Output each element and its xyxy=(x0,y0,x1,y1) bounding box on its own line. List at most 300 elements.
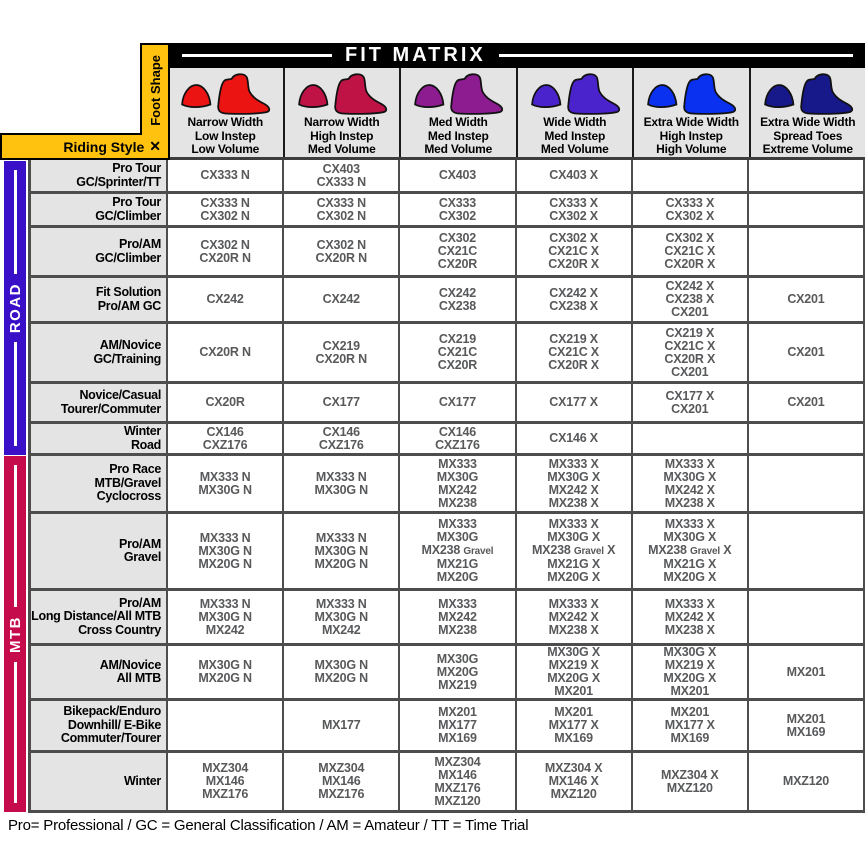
model-code: CX20R xyxy=(437,358,478,372)
model-code: CXZ176 xyxy=(435,437,480,452)
model-code: MXZ120 xyxy=(666,780,713,795)
model-code: CX238 xyxy=(438,298,477,313)
model-code: MX201 xyxy=(438,705,477,719)
model-code: CX20R X xyxy=(664,257,716,271)
model-code: MX20G N xyxy=(314,671,368,685)
model-code: CX333 xyxy=(438,195,477,210)
table-row xyxy=(28,753,865,813)
model-code: MX20G xyxy=(436,664,479,679)
foot-shape-column-wide-med xyxy=(516,68,633,157)
fit-cell xyxy=(517,228,633,275)
model-code: MX242 xyxy=(438,609,477,624)
model-code: CX20R N xyxy=(315,250,367,265)
fit-cell xyxy=(168,701,284,750)
model-code: CX21C xyxy=(437,345,478,359)
model-code: MX333 X xyxy=(664,517,715,531)
model-code: MX201 xyxy=(670,684,710,698)
model-code: CX302 N xyxy=(200,237,250,252)
model-code: MXZ176 xyxy=(318,787,365,801)
model-code: CX201 xyxy=(787,292,825,306)
foot-shape-column-xwide-high xyxy=(632,68,749,157)
fit-cell xyxy=(749,591,865,643)
model-code: CX21C X xyxy=(548,244,599,258)
fit-cell xyxy=(284,753,400,810)
riding-style-label: AM/Novice GC/Training xyxy=(28,324,168,381)
riding-style-label: Pro Race MTB/Gravel Cyclocross xyxy=(28,456,168,511)
fit-cell xyxy=(284,160,400,191)
model-code: MX30G N xyxy=(314,609,368,624)
model-code: CX302 N xyxy=(316,237,366,252)
fit-cell xyxy=(749,384,865,421)
fit-cell xyxy=(400,324,516,381)
model-code: CX21C X xyxy=(664,244,716,258)
fit-cell xyxy=(400,160,516,191)
title-bar xyxy=(170,43,865,68)
model-code: MX333 xyxy=(438,517,477,531)
mtb-section-label: MTB xyxy=(6,615,24,653)
model-code: MX146 xyxy=(438,767,477,782)
model-code: MX30G X xyxy=(663,469,717,484)
fit-cell xyxy=(168,591,284,643)
fit-cell xyxy=(749,160,865,191)
fit-cell xyxy=(633,324,749,381)
fit-cell xyxy=(284,384,400,421)
shoe-icon xyxy=(292,70,392,116)
model-code: MXZ120 xyxy=(434,793,481,808)
fit-cell xyxy=(400,753,516,810)
model-code: CX242 xyxy=(322,292,360,306)
road-bar-line-top xyxy=(14,170,17,274)
riding-style-label: Fit Solution Pro/AM GC xyxy=(28,278,168,321)
road-bar-line-bottom xyxy=(14,342,17,446)
model-code: CX302 X xyxy=(665,231,715,245)
model-code: CX333 X xyxy=(665,195,715,210)
model-code: MX30G N xyxy=(198,482,252,497)
model-code: MX20G N xyxy=(198,556,252,571)
model-code: CX177 xyxy=(322,395,360,409)
model-code: MX146 X xyxy=(548,774,599,788)
model-code: MX238 X xyxy=(664,622,715,637)
shoe-icon xyxy=(525,70,625,116)
fit-cell xyxy=(749,701,865,750)
foot-shape-column-med-med xyxy=(399,68,516,157)
fit-cell xyxy=(400,456,516,511)
model-code: CX20R N xyxy=(199,345,251,359)
fit-cell xyxy=(749,514,865,588)
model-code: CX20R xyxy=(205,395,245,409)
fit-cell xyxy=(284,514,400,588)
page-title: FIT MATRIX xyxy=(345,44,486,66)
model-code: MX333 X xyxy=(548,456,599,471)
fit-cell xyxy=(284,701,400,750)
fit-cell xyxy=(749,424,865,453)
table-row xyxy=(28,591,865,646)
model-code: MX201 xyxy=(670,705,710,719)
riding-style-axis-label: Riding Style xyxy=(63,138,145,155)
model-code: MX20G X xyxy=(547,671,600,685)
foot-shape-axis-label: Foot Shape xyxy=(147,54,163,126)
model-code: CX146 xyxy=(322,424,360,439)
model-code: MXZ120 xyxy=(782,774,829,788)
model-code: MX333 N xyxy=(315,530,367,545)
model-code: MX177 X xyxy=(548,718,599,732)
table-row xyxy=(28,646,865,701)
model-code: CX333 N xyxy=(316,174,366,189)
model-code: MX30G X xyxy=(663,530,717,544)
fit-cell xyxy=(168,278,284,321)
model-code: MX238 xyxy=(438,622,477,637)
fit-cell xyxy=(284,278,400,321)
model-code: CX201 xyxy=(787,345,825,359)
model-code: MX242 X xyxy=(548,482,599,497)
table-row xyxy=(28,701,865,753)
model-code: CX219 X xyxy=(665,325,715,340)
table-row xyxy=(28,324,865,384)
shoe-icon xyxy=(408,70,508,116)
foot-shape-label: Low Instep xyxy=(194,128,256,143)
title-rule-right xyxy=(499,54,853,57)
fit-cell xyxy=(633,194,749,225)
riding-style-label: Pro/AM Gravel xyxy=(28,514,168,588)
fit-cell xyxy=(633,424,749,453)
foot-shape-column-xwide-spread xyxy=(749,68,865,157)
fit-cell xyxy=(633,278,749,321)
fit-cell xyxy=(517,456,633,511)
model-code: MX21G X xyxy=(547,557,600,571)
model-code: CX201 xyxy=(671,305,709,319)
fit-cell xyxy=(749,753,865,810)
model-code: CX333 X xyxy=(549,195,598,210)
model-code: MX169 xyxy=(554,731,593,745)
mtb-bar-line-bottom xyxy=(14,662,17,804)
model-code: MX20G X xyxy=(663,671,717,685)
model-code: CX146 xyxy=(206,424,244,439)
riding-style-label: Bikepack/Enduro Downhill/ E-Bike Commuter/Tourer xyxy=(28,701,168,750)
model-code: CX302 N xyxy=(316,208,366,223)
fit-cell xyxy=(284,324,400,381)
fit-cell xyxy=(517,194,633,225)
model-code: CX333 N xyxy=(316,195,366,210)
fit-cell xyxy=(749,646,865,698)
shoe-icon xyxy=(758,70,858,116)
foot-shape-label: High Instep xyxy=(310,128,374,143)
fit-cell xyxy=(284,646,400,698)
fit-cell xyxy=(517,278,633,321)
fit-cell xyxy=(168,424,284,453)
model-code: MX238 Gravel X xyxy=(648,543,732,557)
model-code: MXZ176 xyxy=(202,787,249,801)
model-code: MX238 xyxy=(438,495,477,510)
model-code: CX21C xyxy=(437,244,478,258)
model-code: CX238 X xyxy=(549,298,598,313)
fit-cell xyxy=(517,591,633,643)
fit-cell xyxy=(749,228,865,275)
model-code: MX20G N xyxy=(314,556,368,571)
table-row xyxy=(28,456,865,514)
model-code: MXZ304 xyxy=(318,761,365,775)
table-row xyxy=(28,194,865,228)
fit-cell xyxy=(168,456,284,511)
riding-style-label: Pro Tour GC/Climber xyxy=(28,194,168,225)
model-code: MXZ120 xyxy=(550,787,597,801)
model-code: CX21C X xyxy=(664,338,716,353)
fit-cell xyxy=(400,591,516,643)
model-code: CX201 xyxy=(671,401,709,416)
riding-style-label: Pro Tour GC/Sprinter/TT xyxy=(28,160,168,191)
model-code: MX30G xyxy=(436,651,479,666)
model-code: CX219 xyxy=(438,332,477,346)
model-code: MX169 xyxy=(670,731,710,745)
model-code: MX201 xyxy=(554,684,593,698)
model-code: MX242 X xyxy=(664,609,715,624)
foot-shape-label: Med Instep xyxy=(544,128,606,143)
model-code: MX177 X xyxy=(664,718,715,732)
fit-cell xyxy=(400,646,516,698)
model-code: MX30G X xyxy=(663,646,717,659)
fit-cell xyxy=(517,701,633,750)
model-code: MX20G N xyxy=(198,671,252,685)
model-code: CX201 xyxy=(671,364,709,379)
fit-cell xyxy=(749,194,865,225)
model-code: CX242 xyxy=(206,292,244,306)
fit-cell xyxy=(168,384,284,421)
model-code: MX30G N xyxy=(198,609,252,624)
model-code: MX20G xyxy=(436,570,479,584)
model-code: MX21G X xyxy=(663,557,717,571)
model-code: MX30G X xyxy=(547,646,600,659)
table-row xyxy=(28,384,865,424)
fit-cell xyxy=(284,228,400,275)
riding-style-label: Pro/AM GC/Climber xyxy=(28,228,168,275)
model-code: MX238 Gravel xyxy=(421,543,494,557)
fit-cell xyxy=(633,384,749,421)
fit-cell xyxy=(168,194,284,225)
model-code: MX201 xyxy=(786,664,826,679)
model-code: MX30G X xyxy=(547,530,600,544)
model-code: CX20R X xyxy=(548,257,599,271)
model-code: CX20R N xyxy=(315,351,367,366)
model-code: MX30G X xyxy=(547,469,600,484)
model-code: MXZ304 X xyxy=(661,767,719,782)
fit-cell xyxy=(633,701,749,750)
model-code: CX146 X xyxy=(549,431,598,445)
model-code: MX201 xyxy=(554,705,593,719)
model-code: MX333 xyxy=(438,596,477,611)
model-code: MX238 X xyxy=(548,495,599,510)
fit-cell xyxy=(284,194,400,225)
model-code: CX20R xyxy=(437,257,478,271)
fit-cell xyxy=(749,324,865,381)
foot-shape-label: High Volume xyxy=(656,142,727,156)
model-code: MX242 xyxy=(205,622,245,637)
fit-cell xyxy=(517,753,633,810)
fit-cell xyxy=(517,384,633,421)
model-code: MX333 xyxy=(438,456,477,471)
foot-shape-label: Wide Width xyxy=(543,115,607,129)
model-code: MX30G N xyxy=(198,658,252,672)
model-code: MX333 N xyxy=(315,469,367,484)
foot-shape-label: High Instep xyxy=(659,128,723,143)
foot-shape-label: Med Volume xyxy=(540,142,609,156)
model-code: CX302 X xyxy=(549,231,598,245)
model-code: CX403 xyxy=(438,168,477,182)
model-code: CX177 xyxy=(438,395,477,409)
table-row xyxy=(28,228,865,278)
fit-cell xyxy=(168,753,284,810)
foot-shape-label: Spread Toes xyxy=(773,128,843,143)
fit-cell xyxy=(749,278,865,321)
model-code: MX201 xyxy=(786,711,826,726)
model-code: MX333 N xyxy=(199,469,251,484)
model-code: CX219 X xyxy=(549,332,598,346)
cross-icon: ✕ xyxy=(149,138,161,154)
fit-cell xyxy=(400,514,516,588)
foot-shape-column-narrow-low xyxy=(168,68,283,157)
model-code: MX242 xyxy=(321,622,361,637)
model-code: CX302 N xyxy=(200,208,250,223)
table-row xyxy=(28,514,865,591)
model-code: MX333 N xyxy=(315,596,367,611)
model-code: MX333 X xyxy=(548,517,599,531)
riding-style-label: Winter xyxy=(28,753,168,810)
model-code: MX30G N xyxy=(314,482,368,497)
title-rule-left xyxy=(182,54,332,57)
fit-table xyxy=(28,160,865,813)
shoe-icon xyxy=(641,70,741,116)
fit-cell xyxy=(749,456,865,511)
fit-cell xyxy=(400,424,516,453)
foot-shape-label: Extra Wide Width xyxy=(760,115,856,129)
model-code: CX333 N xyxy=(200,168,250,182)
model-code: MX219 xyxy=(438,677,477,692)
fit-cell xyxy=(517,324,633,381)
fit-cell xyxy=(633,753,749,810)
fit-cell xyxy=(400,228,516,275)
model-code: MX177 xyxy=(438,718,477,732)
model-code: CX177 X xyxy=(549,395,598,409)
road-section-bar xyxy=(4,161,26,455)
model-code: CXZ176 xyxy=(318,437,364,452)
model-code: MX333 N xyxy=(199,530,251,545)
model-code: MX333 X xyxy=(664,596,715,611)
riding-style-label: Novice/Casual Tourer/Commuter xyxy=(28,384,168,421)
model-code: MX219 X xyxy=(664,658,715,672)
shoe-icon xyxy=(175,70,275,116)
model-code: CX302 X xyxy=(549,208,598,223)
foot-shape-label: Med Volume xyxy=(424,142,493,156)
table-row xyxy=(28,160,865,194)
model-code: MX242 X xyxy=(664,482,715,497)
model-code: CX20R N xyxy=(199,250,251,265)
foot-shape-label: Narrow Width xyxy=(304,115,380,129)
riding-style-label: AM/Novice All MTB xyxy=(28,646,168,698)
model-code: MX238 X xyxy=(664,495,715,510)
model-code: MXZ176 xyxy=(434,780,481,795)
road-section-label: ROAD xyxy=(6,282,24,334)
model-code: CX20R X xyxy=(664,351,716,366)
riding-style-label: Winter Road xyxy=(28,424,168,453)
fit-cell xyxy=(633,160,749,191)
model-code: MX146 xyxy=(205,774,245,788)
foot-shape-label: Extreme Volume xyxy=(762,142,853,156)
model-code: CX238 X xyxy=(665,292,715,306)
model-code: CX302 X xyxy=(665,208,715,223)
fit-cell xyxy=(400,278,516,321)
fit-cell xyxy=(517,424,633,453)
model-code: MX333 X xyxy=(548,596,599,611)
model-code: CX219 xyxy=(322,338,360,353)
model-code: CX302 xyxy=(438,208,477,223)
model-code: MX30G xyxy=(436,469,479,484)
model-code: MX333 X xyxy=(664,456,715,471)
model-code: CX403 X xyxy=(549,168,598,182)
model-code: MX219 X xyxy=(548,658,599,672)
fit-cell xyxy=(633,456,749,511)
model-code: CX20R X xyxy=(548,358,599,372)
model-code: MX238 X xyxy=(548,622,599,637)
fit-cell xyxy=(633,646,749,698)
foot-shape-label: Narrow Width xyxy=(187,115,263,129)
fit-cell xyxy=(517,514,633,588)
model-code: MX30G N xyxy=(198,543,252,558)
foot-shape-label: Low Volume xyxy=(191,142,260,156)
model-code: CX242 X xyxy=(665,279,715,293)
table-row xyxy=(28,278,865,324)
fit-cell xyxy=(517,646,633,698)
model-code: MX242 xyxy=(438,482,477,497)
fit-cell xyxy=(633,591,749,643)
model-code: MXZ304 X xyxy=(544,761,603,775)
model-code: MX20G X xyxy=(663,570,717,584)
model-code: MX169 xyxy=(786,724,826,739)
model-code: MX333 N xyxy=(199,596,251,611)
fit-cell xyxy=(633,514,749,588)
fit-cell xyxy=(168,324,284,381)
fit-cell xyxy=(517,160,633,191)
foot-shape-label: Med Instep xyxy=(427,128,489,143)
riding-style-axis-header xyxy=(0,133,170,160)
model-code: CX242 X xyxy=(549,285,598,300)
model-code: CXZ176 xyxy=(202,437,248,452)
model-code: MX238 Gravel X xyxy=(531,543,616,557)
fit-cell xyxy=(284,424,400,453)
model-code: MX146 xyxy=(321,774,361,788)
model-code: CX242 xyxy=(438,285,477,300)
fit-cell xyxy=(168,514,284,588)
model-code: MXZ304 xyxy=(434,754,481,769)
model-code: MX30G N xyxy=(314,543,368,558)
model-code: MX177 xyxy=(321,718,361,732)
foot-shape-label: Med Width xyxy=(428,115,488,129)
model-code: CX403 xyxy=(322,161,360,176)
model-code: MX20G X xyxy=(547,570,600,584)
fit-cell xyxy=(284,591,400,643)
model-code: MXZ304 xyxy=(202,761,249,775)
model-code: CX146 xyxy=(438,424,477,439)
model-code: CX333 N xyxy=(200,195,250,210)
fit-cell xyxy=(400,384,516,421)
model-code: MX30G N xyxy=(314,658,368,672)
model-code: MX242 X xyxy=(548,609,599,624)
fit-cell xyxy=(168,228,284,275)
foot-shape-column-narrow-high xyxy=(283,68,400,157)
model-code: CX201 xyxy=(787,395,825,409)
legend-text: Pro= Professional / GC = General Classification / AM = Amateur / TT = Time Trial xyxy=(8,817,529,834)
foot-shape-column-headers xyxy=(168,68,865,160)
model-code: CX302 xyxy=(438,231,477,245)
model-code: MX21G xyxy=(436,557,479,571)
fit-cell xyxy=(168,646,284,698)
